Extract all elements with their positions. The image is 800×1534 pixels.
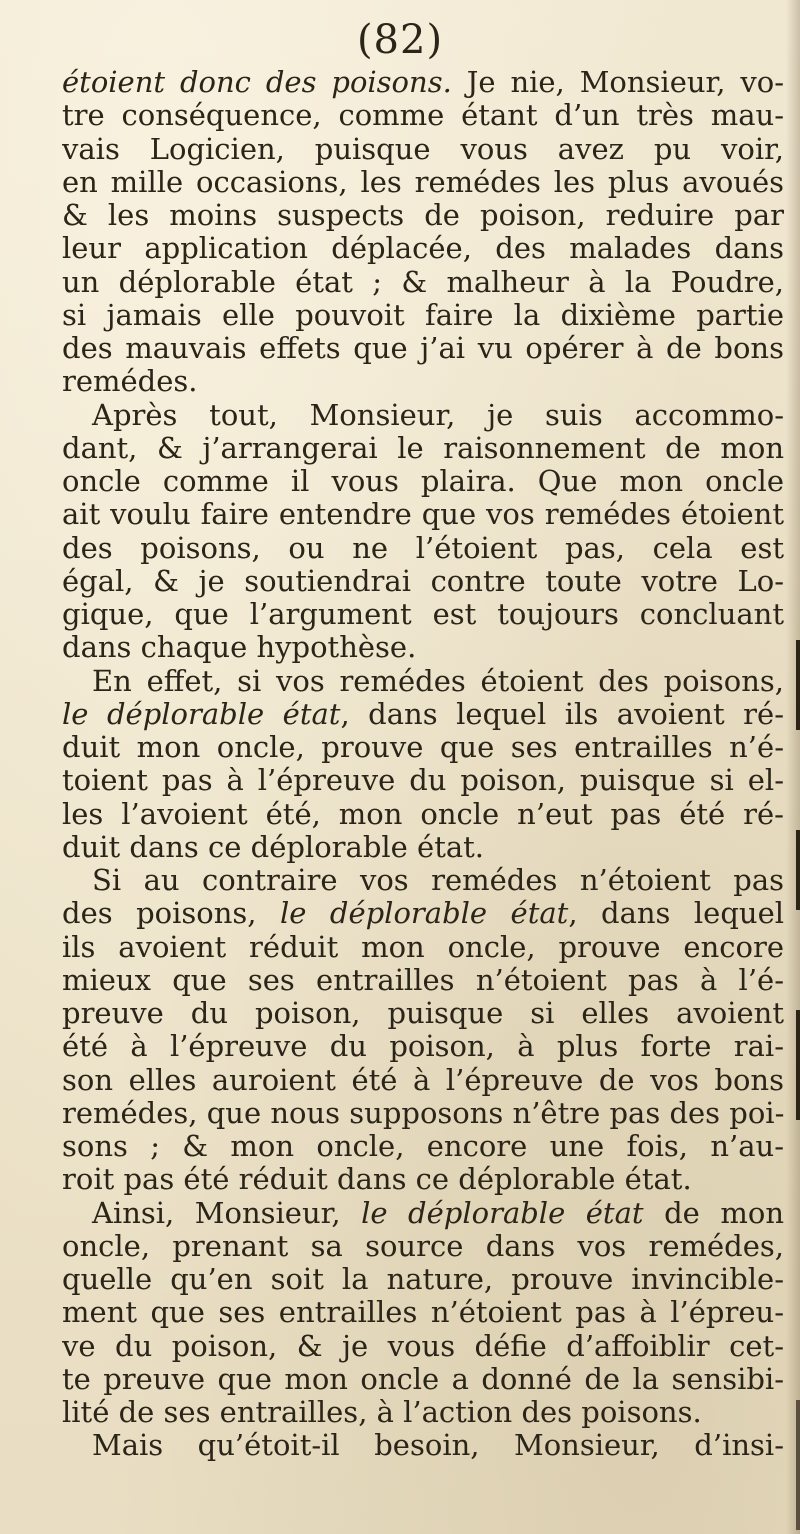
text-line xyxy=(62,99,784,132)
text-line xyxy=(62,332,784,365)
text-segment: remédes. xyxy=(62,365,198,399)
text-segment: les l’avoient été, mon oncle n’eut pas été ré- xyxy=(62,797,784,831)
text-line xyxy=(62,598,784,631)
text-segment: été à l’épreuve du poison, à plus forte rai- xyxy=(62,1030,784,1064)
text-line xyxy=(62,1163,784,1196)
italic-text: le déplorable état xyxy=(279,897,569,931)
text-line xyxy=(62,631,784,664)
text-segment: mieux que ses entrailles n’étoient pas à l’é- xyxy=(62,963,784,997)
text-line xyxy=(62,1130,784,1163)
page-edge-mark xyxy=(796,830,800,910)
text-segment: duit mon oncle, prouve que ses entrailles n’é- xyxy=(62,731,784,764)
text-line xyxy=(62,931,784,964)
text-line xyxy=(62,1429,784,1462)
text-segment: oncle comme il vous plaira. Que mon oncle xyxy=(62,465,784,498)
text-line xyxy=(62,66,784,99)
text-line xyxy=(62,1197,784,1230)
text-segment: preuve du poison, puisque si elles avoient xyxy=(62,997,784,1030)
text-line xyxy=(62,565,784,598)
text-segment: des poisons, ou ne l’étoient pas, cela est xyxy=(62,531,784,565)
text-line xyxy=(62,465,784,498)
page-edge-mark xyxy=(796,1010,800,1120)
text-segment: toient pas à l’épreuve du poison, puisque si el- xyxy=(62,764,784,798)
text-segment: des mauvais effets que j’ai vu opérer à de bons xyxy=(62,332,784,365)
text-line xyxy=(62,166,784,199)
text-segment: te preuve que mon oncle a donné de la sensibi- xyxy=(62,1362,784,1396)
text-line xyxy=(62,199,784,232)
text-line xyxy=(62,498,784,531)
text-segment: , dans lequel xyxy=(568,897,784,931)
text-segment: duit dans ce déplorable état. xyxy=(62,830,485,864)
text-line xyxy=(62,964,784,997)
text-line xyxy=(62,1330,784,1363)
text-segment: ment que ses entrailles n’étoient pas à l’épreu- xyxy=(62,1296,784,1330)
text-line xyxy=(62,1296,784,1329)
text-line xyxy=(62,665,784,698)
text-segment: un déplorable état ; & malheur à la Poudre, xyxy=(62,265,784,299)
text-line xyxy=(62,997,784,1030)
text-line xyxy=(62,299,784,332)
text-line xyxy=(62,365,784,398)
text-segment: Si au contraire vos remédes n’étoient pas xyxy=(92,864,784,897)
text-segment: remédes, que nous supposons n’être pas des poi- xyxy=(62,1096,784,1130)
text-segment: leur application déplacée, des malades dans xyxy=(62,232,784,266)
text-line xyxy=(62,1396,784,1429)
text-segment: Mais qu’étoit-il besoin, Monsieur, d’insi- xyxy=(92,1429,784,1463)
text-segment: égal, & je soutiendrai contre toute votre Lo- xyxy=(62,564,784,598)
text-segment: Ainsi, Monsieur, xyxy=(92,1196,362,1230)
text-segment: roit pas été réduit dans ce déplorable état. xyxy=(62,1163,692,1197)
text-segment: , dans lequel ils avoient ré- xyxy=(340,697,784,731)
text-line xyxy=(62,232,784,265)
text-segment: En effet, si vos remédes étoient des poisons, xyxy=(92,664,784,698)
text-segment: & les moins suspects de poison, reduire par xyxy=(62,199,784,232)
text-segment: sons ; & mon oncle, encore une fois, n’au- xyxy=(62,1130,784,1163)
text-segment: Je nie, Monsieur, vo- xyxy=(451,66,784,99)
text-line xyxy=(62,399,784,432)
page-number: (82) xyxy=(356,17,444,63)
text-line xyxy=(62,798,784,831)
text-segment: quelle qu’en soit la nature, prouve invincible- xyxy=(62,1263,784,1296)
text-segment: Après tout, Monsieur, je suis accommo- xyxy=(92,398,784,432)
text-segment: des poisons, xyxy=(62,897,280,931)
text-line xyxy=(62,266,784,299)
italic-text: le déplorable état xyxy=(62,697,341,731)
text-line xyxy=(62,1064,784,1097)
text-segment: son elles auroient été à l’épreuve de vos bons xyxy=(62,1063,784,1097)
text-line xyxy=(62,1030,784,1063)
text-line xyxy=(62,133,784,166)
text-segment: gique, que l’argument est toujours concluant xyxy=(62,598,784,631)
page-edge-mark xyxy=(796,1400,800,1530)
text-line xyxy=(62,1363,784,1396)
text-line xyxy=(62,731,784,764)
text-segment: lité de ses entrailles, à l’action des poisons. xyxy=(62,1396,702,1429)
text-line xyxy=(62,698,784,731)
text-segment: oncle, prenant sa source dans vos remédes, xyxy=(62,1229,784,1263)
text-line xyxy=(62,1230,784,1263)
text-line xyxy=(62,764,784,797)
text-segment: ve du poison, & je vous défie d’affoiblir cet- xyxy=(62,1329,784,1363)
body-text xyxy=(62,66,784,1463)
page-edge-mark xyxy=(796,640,800,730)
text-line xyxy=(62,1263,784,1296)
text-segment: vais Logicien, puisque vous avez pu voir, xyxy=(62,132,784,166)
text-segment: ils avoient réduit mon oncle, prouve encore xyxy=(62,930,784,964)
text-line xyxy=(62,864,784,897)
text-segment: si jamais elle pouvoit faire la dixième partie xyxy=(62,298,784,332)
page-edge-shadow xyxy=(786,0,800,1534)
text-line xyxy=(62,831,784,864)
text-line xyxy=(62,1097,784,1130)
text-segment: ait voulu faire entendre que vos remédes étoient xyxy=(62,498,784,532)
italic-text: le déplorable état xyxy=(361,1196,644,1230)
text-segment: tre conséquence, comme étant d’un très mau- xyxy=(62,99,784,133)
text-line xyxy=(62,432,784,465)
text-segment: dant, & j’arrangerai le raisonnement de mon xyxy=(62,431,784,465)
text-line xyxy=(62,532,784,565)
text-segment: de mon xyxy=(643,1196,784,1230)
italic-text: étoient donc des poisons. xyxy=(62,66,452,99)
text-segment: dans chaque hypothèse. xyxy=(62,631,417,665)
text-segment: en mille occasions, les remédes les plus avoués xyxy=(62,165,784,199)
text-line xyxy=(62,897,784,930)
